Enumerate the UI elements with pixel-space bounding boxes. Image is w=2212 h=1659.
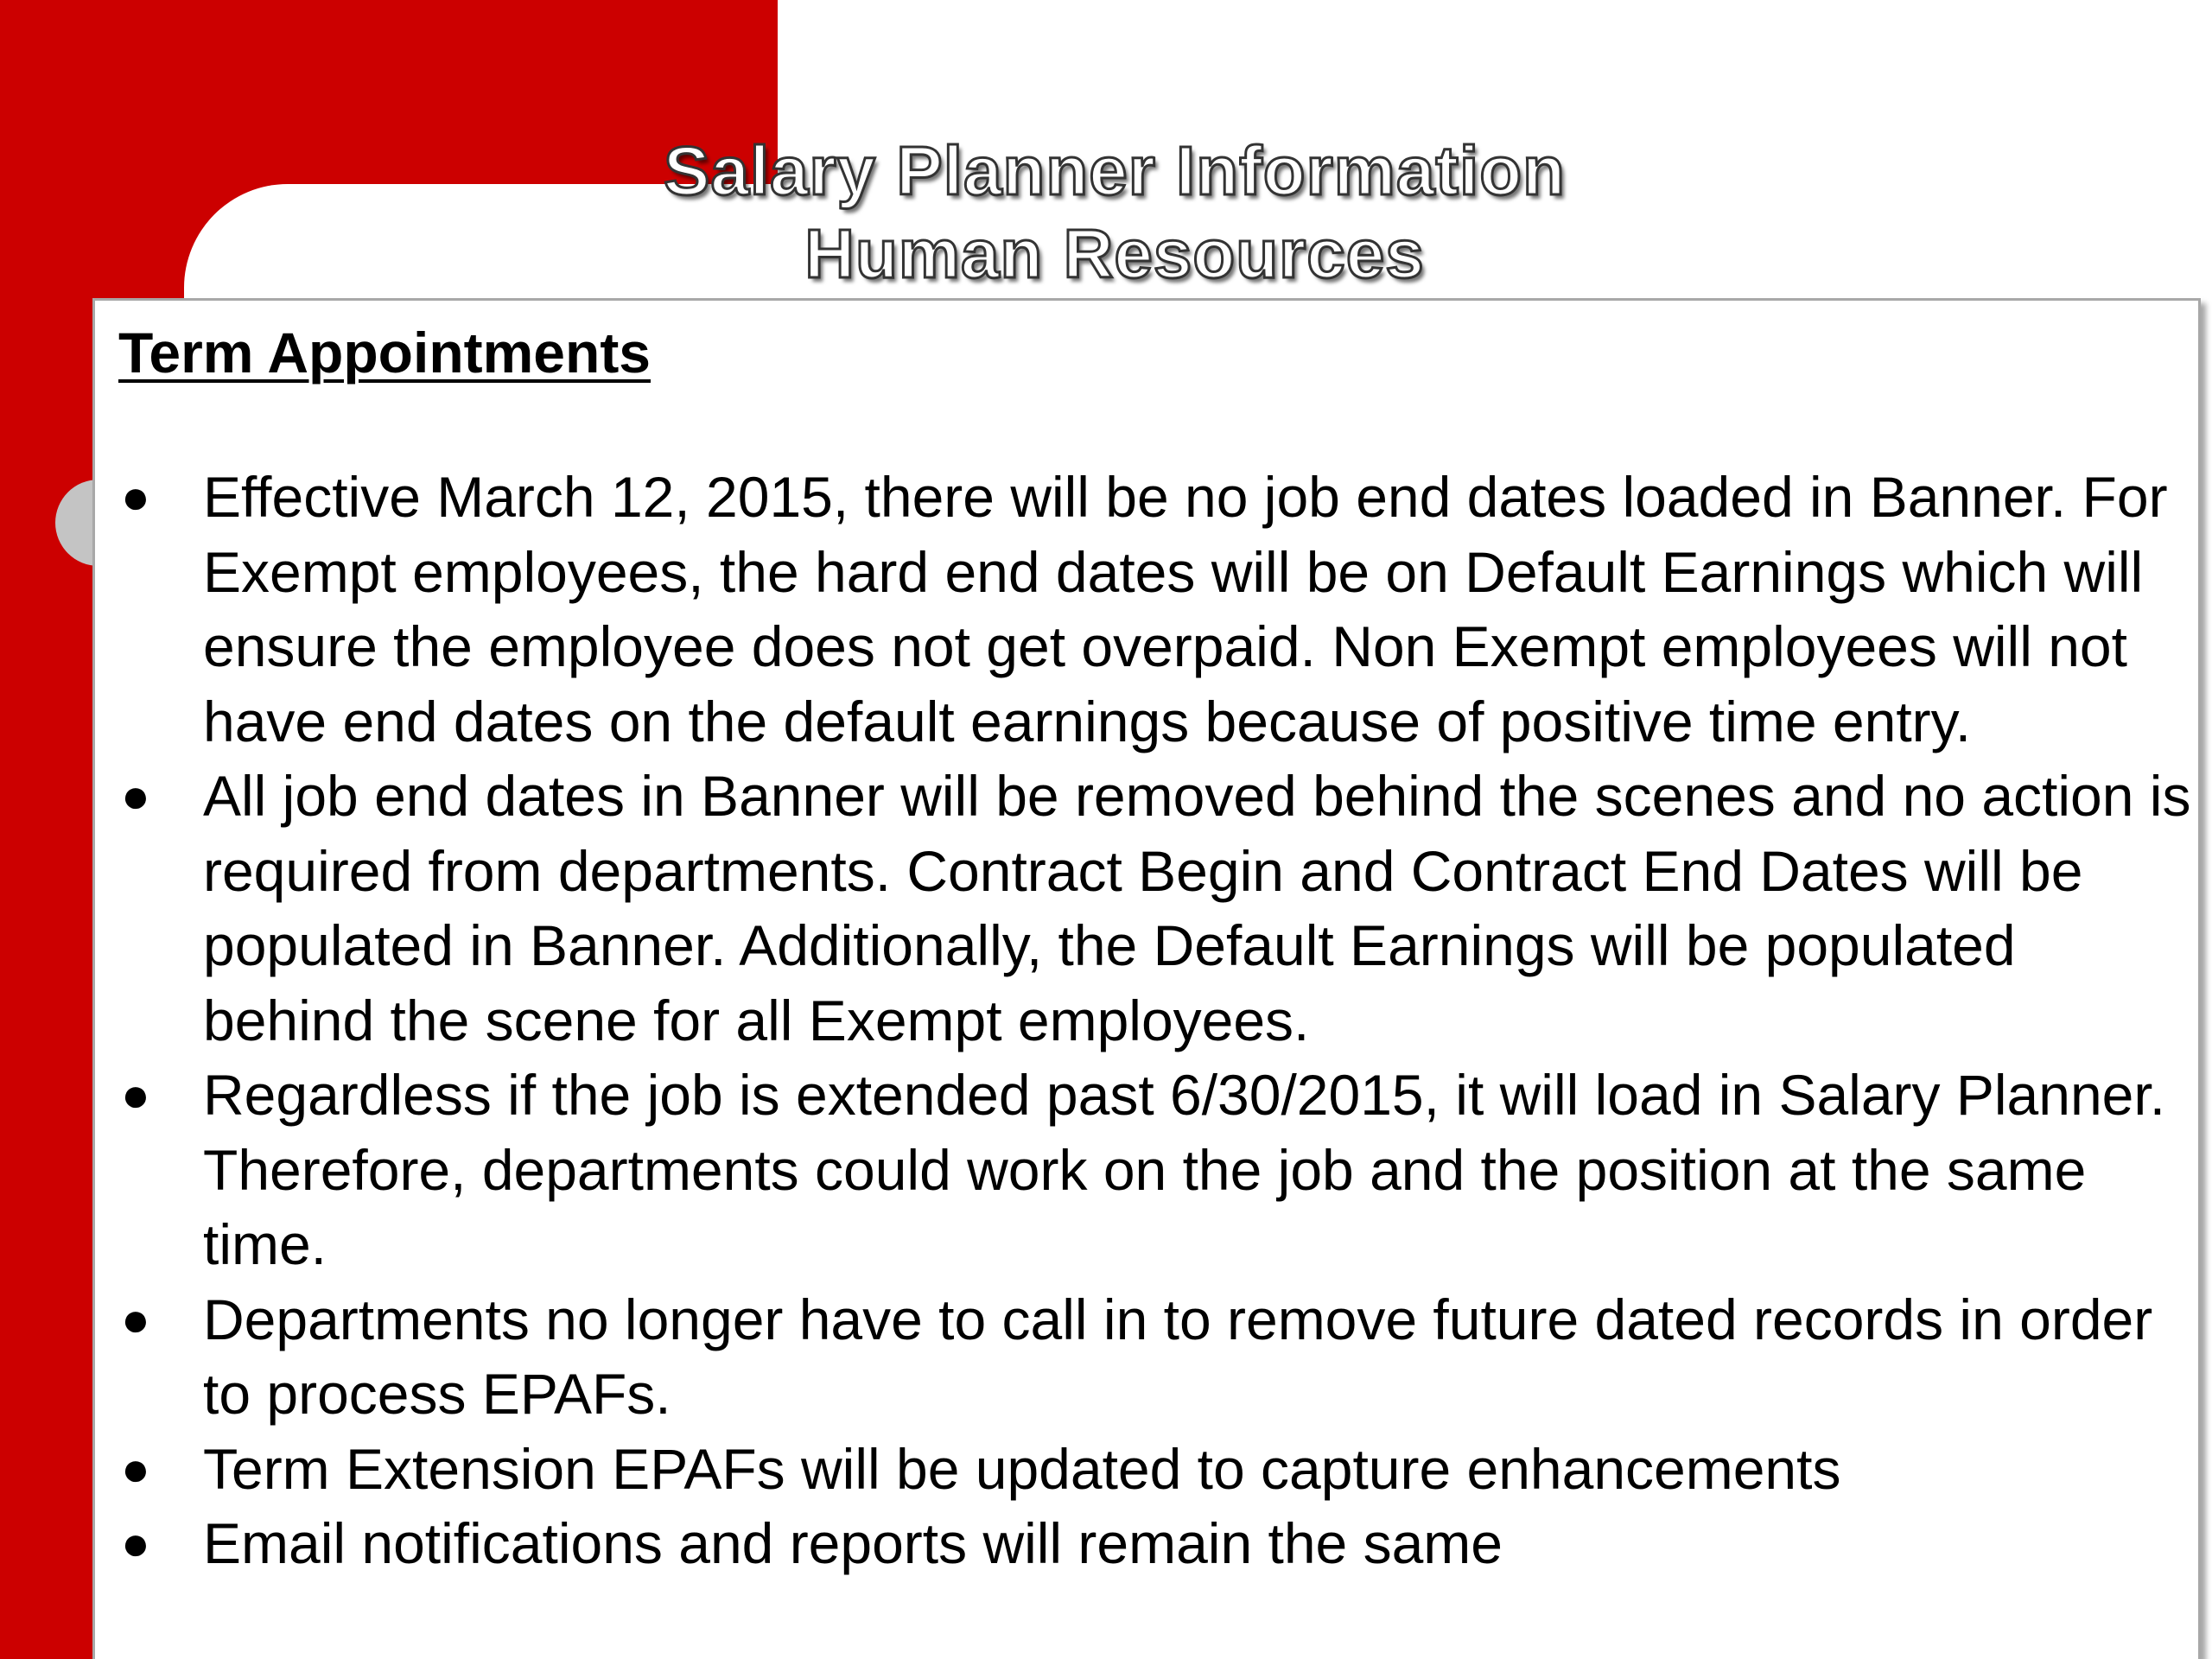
bullet-dot-icon: ● [121, 1291, 150, 1346]
section-heading: Term Appointments [118, 321, 652, 385]
slide-title [605, 130, 1624, 296]
list-item [95, 460, 2195, 759]
title-line-2: Human Resources [804, 215, 1425, 292]
bullet-text: Email notifications and reports will remain the same [203, 1511, 1503, 1575]
list-item [95, 1282, 2195, 1432]
list-item [95, 1058, 2195, 1282]
content-box [92, 298, 2201, 1659]
list-item [95, 1432, 2195, 1507]
bullet-dot-icon: ● [121, 768, 150, 823]
bullet-text: Regardless if the job is extended past 6/30/2015, it will load in Salary Planner. Therefore, departments could work on the job and the position at the same time. [203, 1063, 2166, 1276]
bullet-dot-icon: ● [121, 1516, 150, 1570]
bullet-list [95, 460, 2195, 1581]
bullet-dot-icon: ● [121, 469, 150, 524]
bullet-text: Term Extension EPAFs will be updated to capture enhancements [203, 1436, 1841, 1501]
bullet-dot-icon: ● [121, 1067, 150, 1122]
list-item [95, 1506, 2195, 1581]
bullet-text: All job end dates in Banner will be removed behind the scenes and no action is required from departments. Contract Begin and Contract End Dates will be populated in Banner. Additionally, the Default Earnings will be populated behind the scene for all Exempt employees. [203, 764, 2191, 1052]
title-line-1: Salary Planner Information [663, 132, 1567, 209]
bullet-text: Effective March 12, 2015, there will be no job end dates loaded in Banner. For Exempt employees, the hard end dates will be on Default Earnings which will ensure the employee does not get overpaid. Non Exempt employees will not have end dates on the default earnings because of positive time entry. [203, 465, 2168, 753]
bullet-dot-icon: ● [121, 1440, 150, 1496]
list-item [95, 759, 2195, 1058]
bullet-text: Departments no longer have to call in to remove future dated records in order to process EPAFs. [203, 1287, 2153, 1426]
